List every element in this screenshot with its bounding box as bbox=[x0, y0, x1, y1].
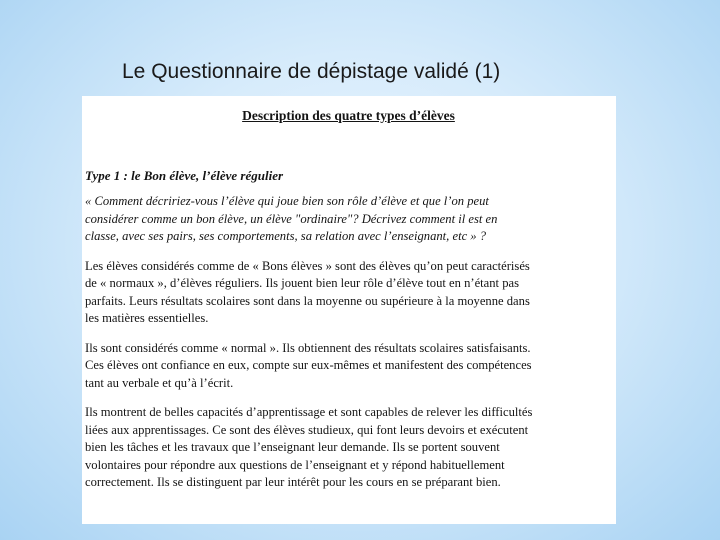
paragraph-line: Ces élèves ont confiance en eux, compte sur eux-mêmes et manifestent des compétences bbox=[85, 358, 532, 372]
paragraph-line: Ils sont considérés comme « normal ». Ils obtiennent des résultats scolaires satisfaisants. bbox=[85, 340, 531, 355]
paragraph-1 bbox=[85, 258, 612, 328]
type-heading: Type 1 : le Bon élève, l’élève régulier bbox=[85, 168, 284, 183]
paragraph-line: Les élèves considérés comme de « Bons élèves » sont des élèves qu’on peut caractérisés bbox=[85, 258, 530, 273]
paragraph-line: Ils montrent de belles capacités d’apprentissage et sont capables de relever les difficultés bbox=[85, 405, 533, 419]
paragraph-line: correctement. Ils se distinguent par leur intérêt pour les cours en se préparant bien. bbox=[85, 475, 501, 489]
paragraph-line: tant au verbale et qu’à l’écrit. bbox=[85, 375, 234, 390]
paragraph-line: les matières essentielles. bbox=[85, 311, 209, 325]
paragraph-line: liées aux apprentissages. Ce sont des élèves studieux, qui font leurs devoirs et exécutent bbox=[85, 422, 529, 437]
question-line: classe, avec ses pairs, ses comportements, sa relation avec l’enseignant, etc » ? bbox=[85, 229, 487, 243]
document-heading: Description des quatre types d’élèves bbox=[242, 108, 455, 123]
paragraph-line: bien les tâches et les travaux que l’enseignant leur demande. Ils se portent souvent bbox=[85, 440, 500, 454]
interview-question bbox=[85, 193, 612, 246]
paragraph-2 bbox=[85, 340, 612, 393]
paragraph-line: parfaits. Leurs résultats scolaires sont dans la moyenne ou supérieure à la moyenne dans bbox=[85, 293, 530, 308]
document-image bbox=[82, 96, 616, 524]
paragraph-line: volontaires pour répondre aux questions de l’enseignant et y répond habituellement bbox=[85, 457, 505, 472]
paragraph-3 bbox=[85, 404, 612, 492]
question-line: considérer comme un bon élève, un élève "ordinaire"? Décrivez comment il est en bbox=[85, 211, 498, 226]
paragraph-line: de « normaux », d’élèves réguliers. Ils jouent bien leur rôle d’élève tout en n’étant pas bbox=[85, 276, 519, 290]
slide-title: Le Questionnaire de dépistage validé (1) bbox=[122, 60, 501, 83]
question-line: « Comment décririez-vous l’élève qui joue bien son rôle d’élève et que l’on peut bbox=[85, 194, 489, 208]
